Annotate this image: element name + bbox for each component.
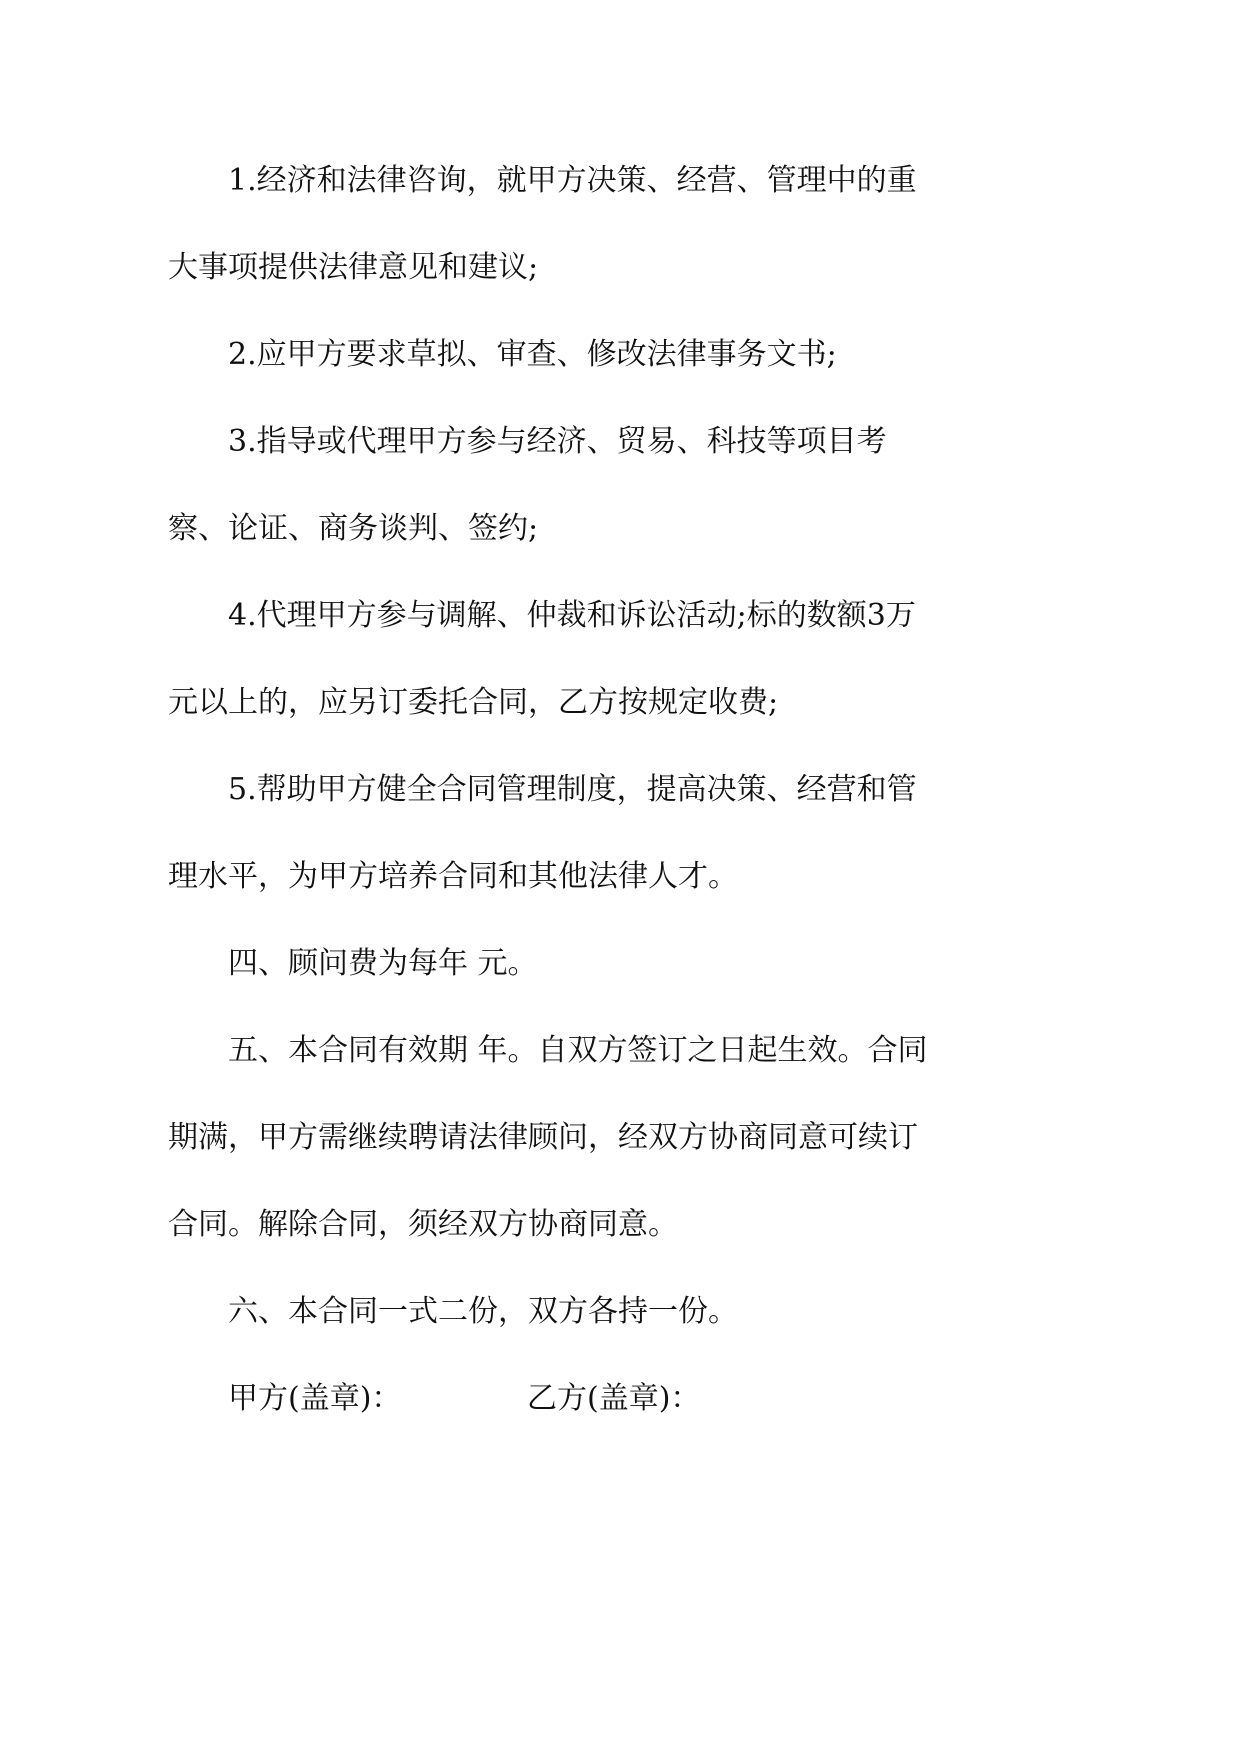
clause-item-2	[168, 311, 1168, 398]
signature-block	[168, 1355, 1168, 1442]
text-line: 3.指导或代理甲方参与经济、贸易、科技等项目考	[228, 424, 887, 459]
clause-fee	[168, 920, 1168, 1007]
text-line: 六、本合同一式二份，双方各持一份。	[228, 1294, 738, 1329]
text-line: 合同。解除合同，须经双方协商同意。	[168, 1207, 678, 1242]
text-line: 2.应甲方要求草拟、审查、修改法律事务文书;	[228, 337, 837, 372]
clause-term	[168, 1007, 1168, 1268]
text-line: 理水平，为甲方培养合同和其他法律人才。	[168, 859, 738, 894]
clause-item-5	[168, 746, 1168, 920]
party-b-seal-label: 乙方(盖章)：	[527, 1381, 701, 1416]
text-line: 1.经济和法律咨询，就甲方决策、经营、管理中的重	[228, 163, 917, 198]
clause-copies	[168, 1268, 1168, 1355]
text-line: 察、论证、商务谈判、签约;	[168, 511, 539, 546]
contract-body	[168, 137, 1168, 1442]
party-a-seal-label: 甲方(盖章)：	[228, 1381, 402, 1416]
clause-item-3	[168, 398, 1168, 572]
text-line: 大事项提供法律意见和建议;	[168, 250, 539, 285]
text-line: 5.帮助甲方健全合同管理制度，提高决策、经营和管	[228, 772, 917, 807]
text-line: 期满，甲方需继续聘请法律顾问，经双方协商同意可续订	[168, 1120, 918, 1155]
text-line: 4.代理甲方参与调解、仲裁和诉讼活动;标的数额3万	[228, 598, 916, 633]
clause-item-1	[168, 137, 1168, 311]
text-line: 四、顾问费为每年 元。	[228, 946, 538, 981]
text-line: 元以上的，应另订委托合同，乙方按规定收费;	[168, 685, 779, 720]
text-line: 五、本合同有效期 年。自双方签订之日起生效。合同	[228, 1033, 928, 1068]
clause-item-4	[168, 572, 1168, 746]
signature-line	[168, 1355, 1168, 1442]
